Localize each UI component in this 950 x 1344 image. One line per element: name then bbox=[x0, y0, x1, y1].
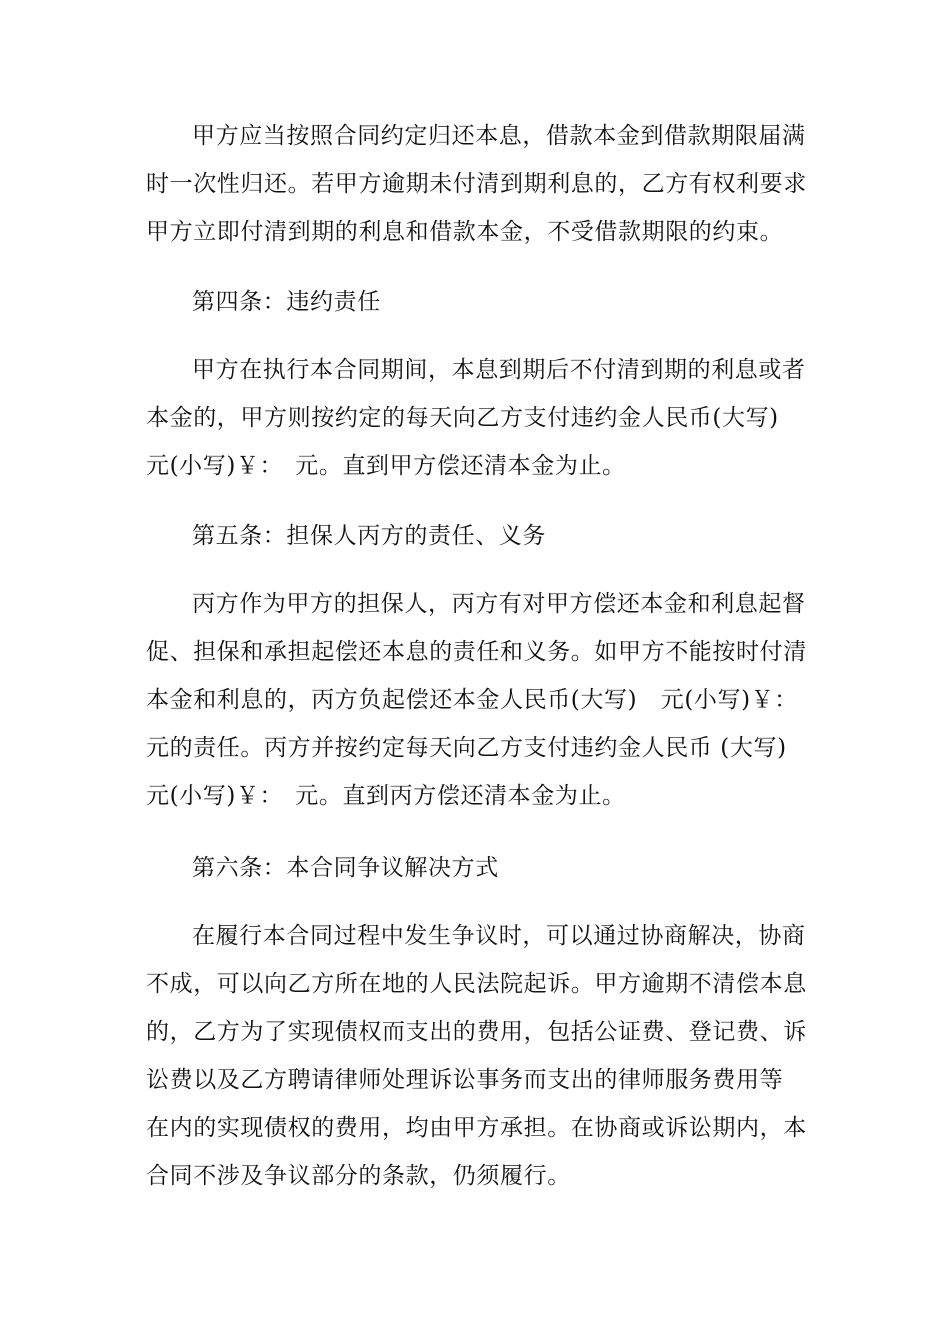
paragraph-line: 元(小写)￥： 元。直到甲方偿还清本金为止。 bbox=[146, 453, 626, 479]
paragraph-line: 合同不涉及争议部分的条款，仍须履行。 bbox=[146, 1163, 571, 1189]
paragraph-line: 不成，可以向乙方所在地的人民法院起诉。甲方逾期不清偿本息 bbox=[146, 971, 807, 997]
section-heading: 第六条：本合同争议解决方式 bbox=[192, 855, 499, 881]
paragraph-line: 本金的，甲方则按约定的每天向乙方支付违约金人民币(大写) bbox=[146, 405, 779, 431]
paragraph-line: 在内的实现债权的费用，均由甲方承担。在协商或诉讼期内，本 bbox=[146, 1115, 807, 1141]
paragraph-line: 甲方在执行本合同期间，本息到期后不付清到期的利息或者 bbox=[192, 357, 806, 383]
paragraph-line: 元的责任。丙方并按约定每天向乙方支付违约金人民币 (大写) bbox=[146, 735, 787, 761]
paragraph-line: 甲方立即付清到期的利息和借款本金，不受借款期限的约束。 bbox=[146, 219, 784, 245]
paragraph-line: 甲方应当按照合同约定归还本息，借款本金到借款期限届满 bbox=[192, 123, 806, 149]
paragraph-line: 的，乙方为了实现债权而支出的费用，包括公证费、登记费、诉 bbox=[146, 1019, 807, 1045]
paragraph-line: 本金和利息的，丙方负起偿还本金人民币(大写) 元(小写)￥： bbox=[146, 687, 798, 713]
paragraph-line: 元(小写)￥： 元。直到丙方偿还清本金为止。 bbox=[146, 783, 626, 809]
paragraph-line: 讼费以及乙方聘请律师处理诉讼事务而支出的律师服务费用等 bbox=[146, 1067, 784, 1093]
section-heading: 第五条：担保人丙方的责任、义务 bbox=[192, 523, 546, 549]
paragraph-line: 丙方作为甲方的担保人，丙方有对甲方偿还本金和利息起督 bbox=[192, 591, 806, 617]
section-heading: 第四条：违约责任 bbox=[192, 289, 381, 315]
paragraph-line: 促、担保和承担起偿还本息的责任和义务。如甲方不能按时付清 bbox=[146, 639, 807, 665]
paragraph-line: 在履行本合同过程中发生争议时，可以通过协商解决，协商 bbox=[192, 923, 806, 949]
paragraph-line: 时一次性归还。若甲方逾期未付清到期利息的，乙方有权利要求 bbox=[146, 171, 807, 197]
